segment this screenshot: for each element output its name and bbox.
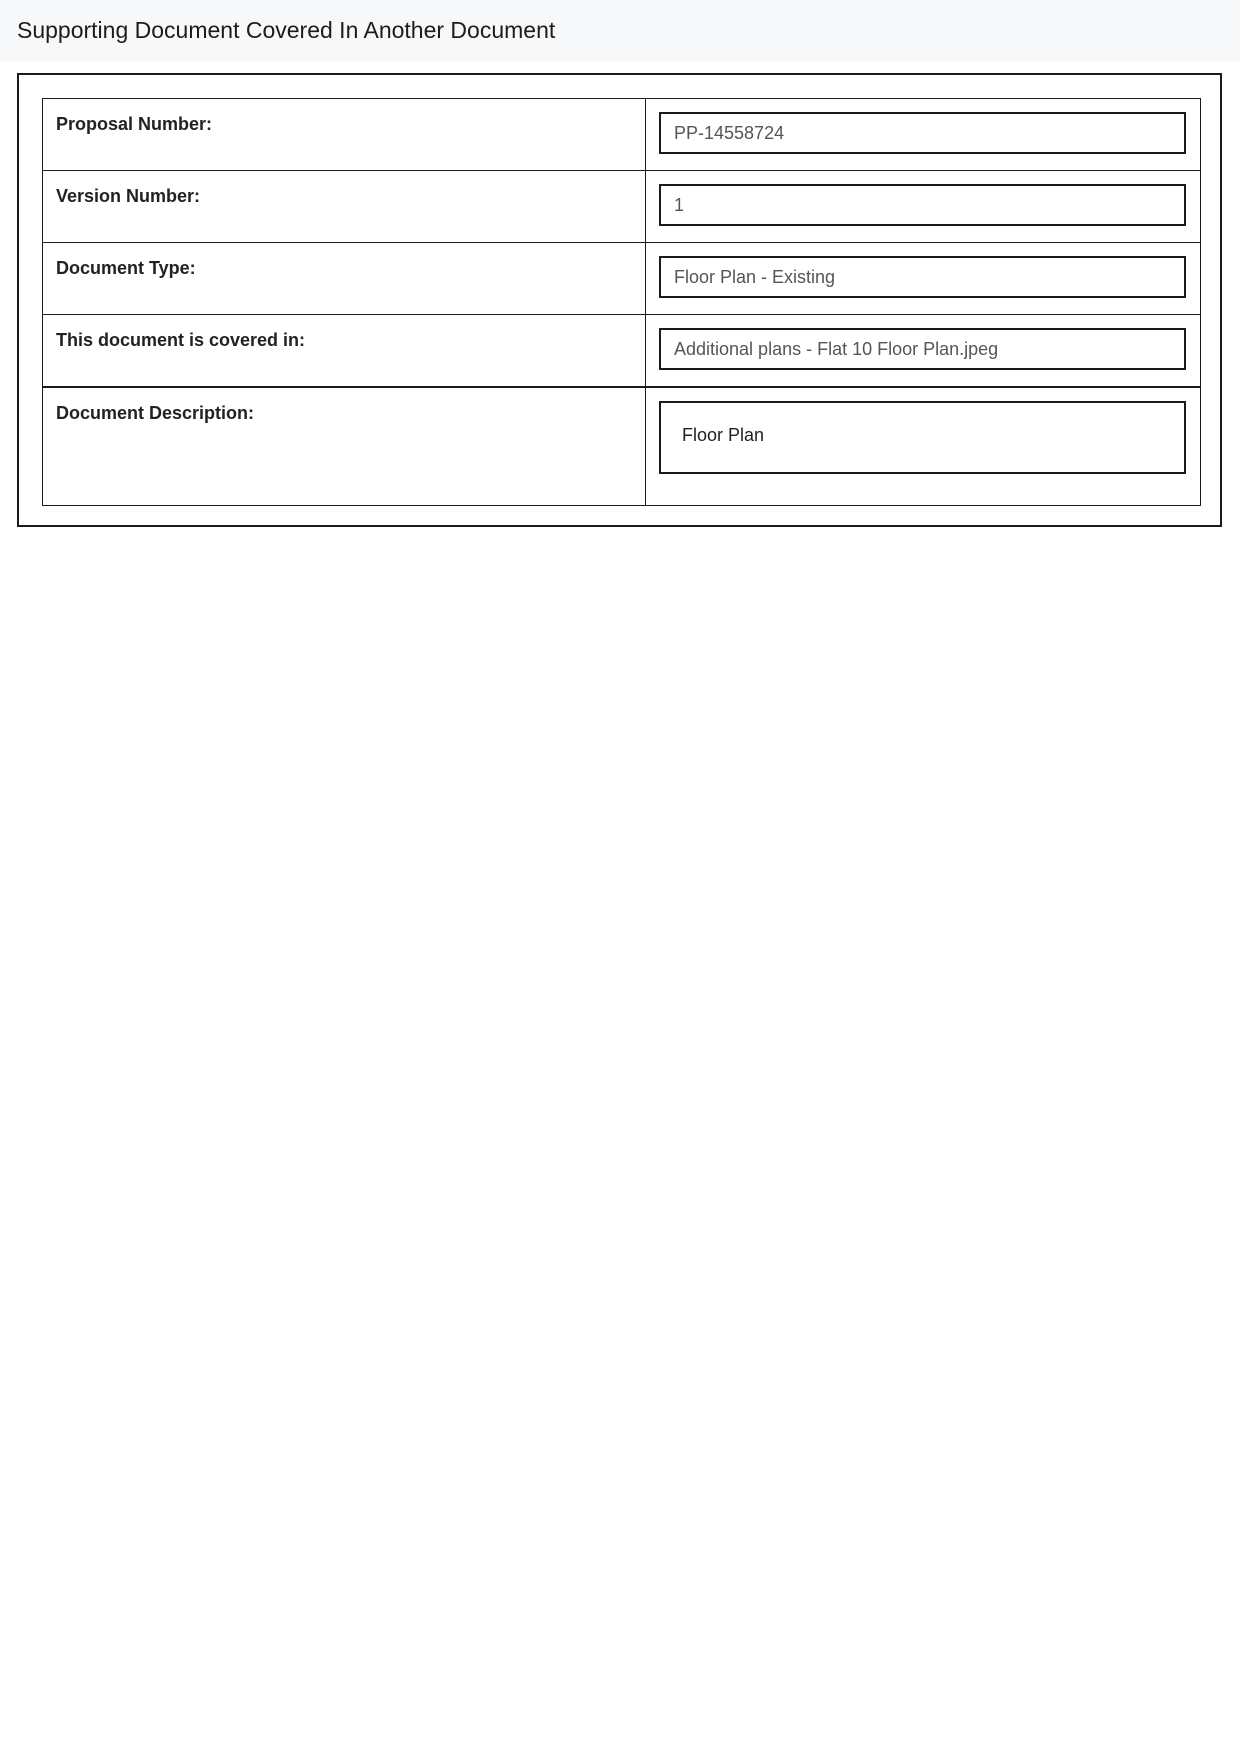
table-row-document-type <box>43 243 1201 315</box>
covered-in-label: This document is covered in: <box>43 315 646 387</box>
document-details-table <box>42 98 1201 506</box>
proposal-number-cell <box>646 99 1201 171</box>
document-type-cell <box>646 243 1201 315</box>
table-row-covered-in <box>43 315 1201 387</box>
table-row-proposal-number <box>43 99 1201 171</box>
version-number-label: Version Number: <box>43 171 646 243</box>
page-title: Supporting Document Covered In Another Document <box>17 17 556 43</box>
document-type-field: Floor Plan - Existing <box>659 256 1186 298</box>
covered-in-field: Additional plans - Flat 10 Floor Plan.jpeg <box>659 328 1186 370</box>
table-row-version-number <box>43 171 1201 243</box>
proposal-number-field: PP-14558724 <box>659 112 1186 154</box>
header-bar <box>0 0 1240 61</box>
proposal-number-label: Proposal Number: <box>43 99 646 171</box>
covered-in-cell <box>646 315 1201 387</box>
version-number-cell <box>646 171 1201 243</box>
table-row-document-description <box>43 387 1201 506</box>
document-description-cell <box>646 387 1201 506</box>
version-number-field: 1 <box>659 184 1186 226</box>
document-type-label: Document Type: <box>43 243 646 315</box>
document-description-textarea: Floor Plan <box>659 401 1186 474</box>
document-description-label: Document Description: <box>43 387 646 506</box>
document-details-panel <box>17 73 1222 527</box>
